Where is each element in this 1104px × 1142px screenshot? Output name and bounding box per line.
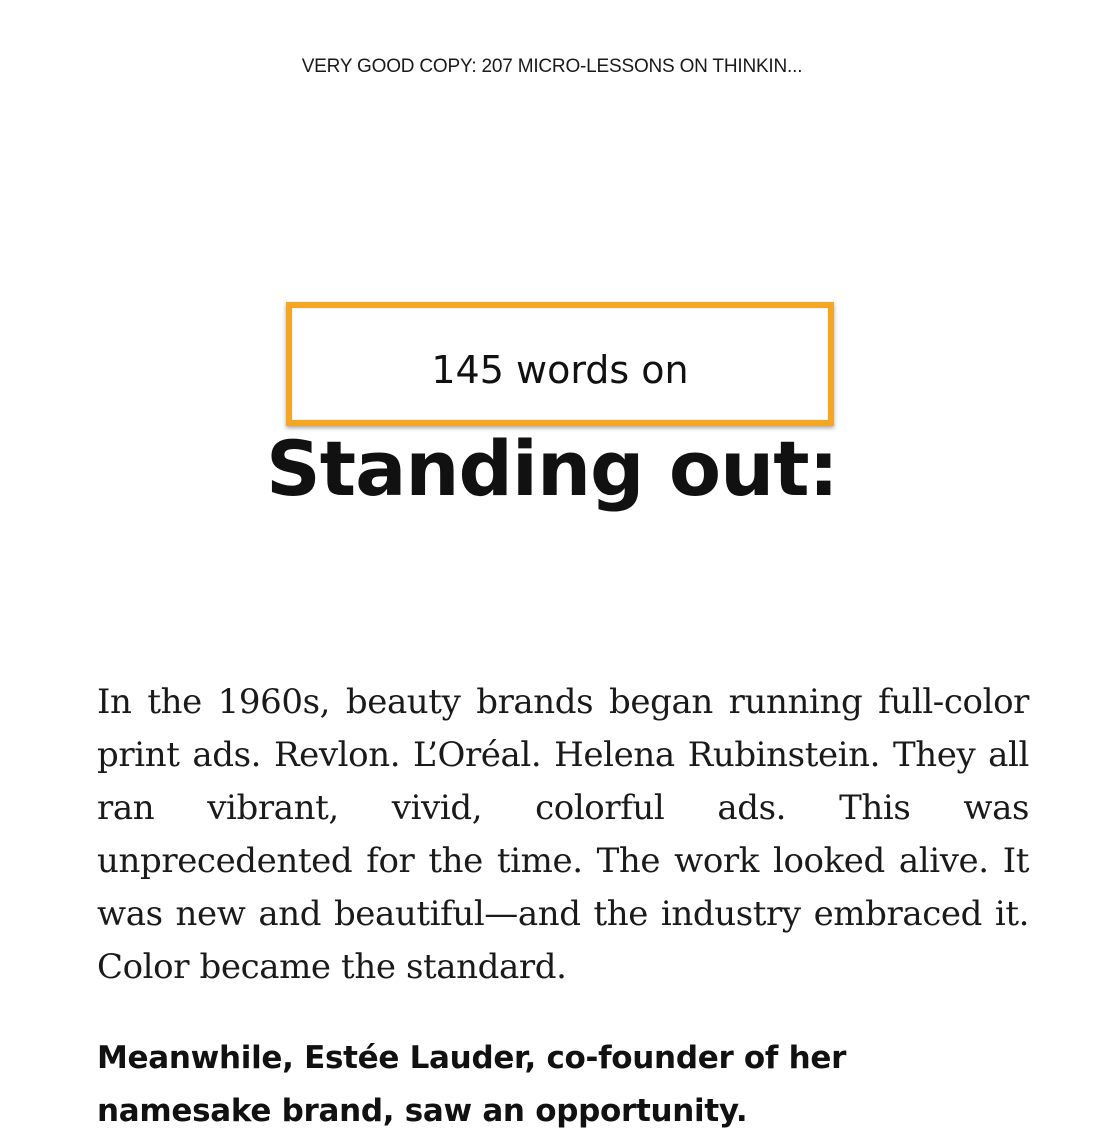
bold-paragraph: Meanwhile, Estée Lauder, co-founder of her namesake brand, saw an opportunity.	[97, 1040, 847, 1129]
body-paragraph: In the 1960s, beauty brands began running full-color print ads. Revlon. L’Oréal. Helena Rubinstein. They all ran vibrant, vivid, colorful ads. This was unprecedented for the time. The work looked alive. It was new and beautiful—and the industry embraced it. Color became the standard.	[97, 682, 1029, 987]
chapter-title: Standing out:	[266, 424, 838, 513]
book-title-header: VERY GOOD COPY: 207 MICRO-LESSONS ON THINKIN...	[301, 56, 803, 77]
highlight-box[interactable]	[286, 302, 834, 426]
section-subheading: 145 words on	[431, 348, 689, 392]
